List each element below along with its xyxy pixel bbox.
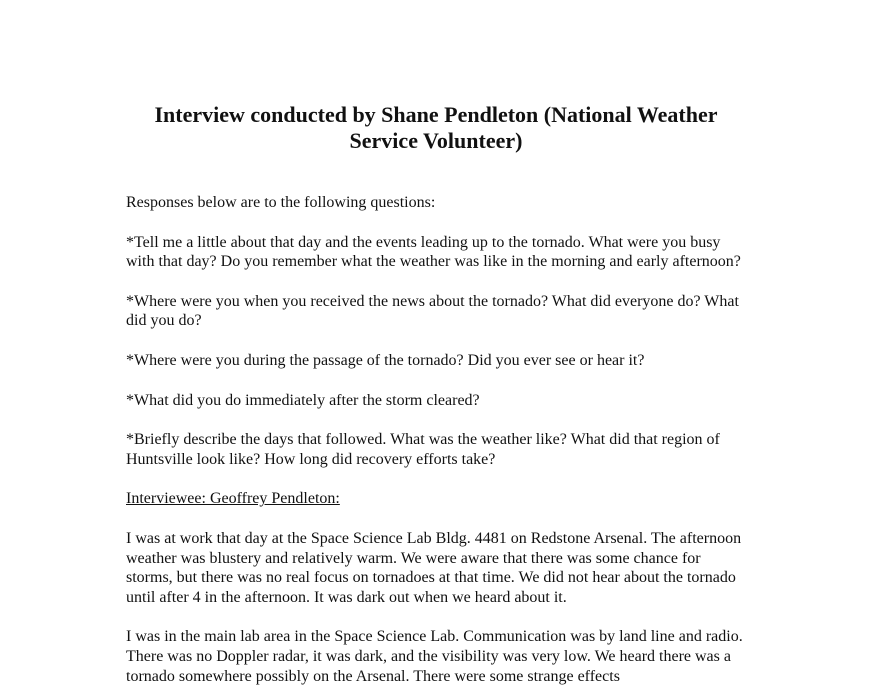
- question-paragraph: *Where were you when you received the news about the tornado? What did everyone do? What did you do?: [126, 292, 739, 330]
- interviewee-name: Interviewee: Geoffrey Pendleton:: [126, 490, 340, 508]
- question-paragraph: *Tell me a little about that day and the events leading up to the tornado. What were you busy with that day? Do you remember what the weather was like in the morning and early afternoon?: [126, 233, 741, 271]
- question-paragraph: *Where were you during the passage of the tornado? Did you ever see or hear it?: [126, 351, 645, 369]
- document-body: [126, 193, 751, 697]
- response-paragraph: I was at work that day at the Space Science Lab Bldg. 4481 on Redstone Arsenal. The afternoon weather was blustery and relatively warm. We were aware that there was some chance for storms, but there was no real focus on tornadoes at that time. We did not hear about the tornado until after 4 in the afternoon. It was dark out when we heard about it.: [126, 529, 742, 606]
- document-title: Interview conducted by Shane Pendleton (National Weather Service Volunteer): [154, 102, 718, 153]
- response-paragraph: I was in the main lab area in the Space Science Lab. Communication was by land line and radio. There was no Doppler radar, it was dark, and the visibility was very low. We heard there was a tornado somewhere possibly on the Arsenal. There were some strange effects: [126, 628, 743, 685]
- question-paragraph: *Briefly describe the days that followed. What was the weather like? What did that region of Huntsville look like? How long did recovery efforts take?: [126, 431, 720, 468]
- question-paragraph: *What did you do immediately after the storm cleared?: [126, 391, 480, 409]
- intro-paragraph: Responses below are to the following questions:: [126, 194, 436, 211]
- interviewee-label: [126, 489, 751, 509]
